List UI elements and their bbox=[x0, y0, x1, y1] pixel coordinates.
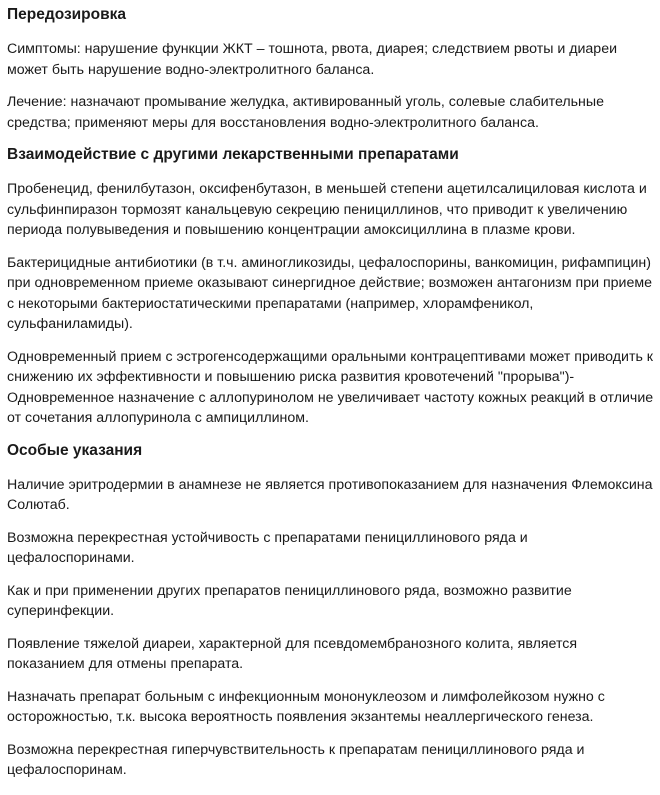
section-heading-overdose: Передозировка bbox=[7, 6, 127, 23]
paragraph-overdose-treatment: Лечение: назначают промывание желудка, активированный уголь, солевые слабительные средства; применяют меры для восстановления водно-электролитного баланса. bbox=[7, 94, 604, 131]
paragraph-special-erythroderma: Наличие эритродермии в анамнезе не является противопоказанием для назначения Флемоксина Солютаб. bbox=[7, 476, 653, 513]
section-drug-interactions bbox=[7, 145, 654, 429]
paragraph-interactions-probenecid: Пробенецид, фенилбутазон, оксифенбутазон, в меньшей степени ацетилсалициловая кислота и сульфинпиразон тормозят канальцевую секрецию пенициллинов, что приводит к увеличению периода полувыведения и повышению концентрации амоксициллина в плазме крови. bbox=[7, 181, 647, 238]
paragraph-overdose-symptoms: Симптомы: нарушение функции ЖКТ – тошнота, рвота, диарея; следствием рвоты и диареи может быть нарушение водно-электролитного баланса. bbox=[7, 41, 618, 78]
paragraph-special-mononucleosis: Назначать препарат больным с инфекционным мононуклеозом и лимфолейкозом нужно с осторожностью, т.к. высока вероятность появления экзантемы неаллергического генеза. bbox=[7, 688, 605, 725]
section-overdose bbox=[7, 5, 654, 133]
paragraph-special-hypersensitivity: Возможна перекрестная гиперчувствительность к препаратам пенициллинового ряда и цефалоспоринам. bbox=[7, 741, 585, 778]
paragraph-interactions-contraceptives: Одновременный прием с эстрогенсодержащими оральными контрацептивами может приводить к снижению их эффективности и повышению риска развития кровотечений "прорыва")- Одновременное назначение с аллопуринолом не увеличивает частоту кожных реакций в отличие от сочетания аллопуринола с ампициллином. bbox=[7, 348, 654, 426]
section-heading-drug-interactions: Взаимодействие с другими лекарственными препаратами bbox=[7, 146, 459, 163]
paragraph-special-cross-resistance: Возможна перекрестная устойчивость с препаратами пенициллинового ряда и цефалоспоринами. bbox=[7, 529, 528, 566]
paragraph-interactions-antibiotics: Бактерицидные антибиотики (в т.ч. аминогликозиды, цефалоспорины, ванкомицин, рифампицин) при одновременном приеме оказывают синергидное действие; возможен антагонизм при приеме с некоторыми бактериостатическими препаратами (например, хлорамфеникол, сульфаниламиды). bbox=[7, 254, 652, 332]
paragraph-special-diarrhea: Появление тяжелой диареи, характерной для псевдомембранозного колита, является показанием для отмены препарата. bbox=[7, 635, 578, 672]
section-heading-special-instructions: Особые указания bbox=[7, 441, 143, 459]
paragraph-special-superinfection: Как и при применении других препаратов пенициллинового ряда, возможно развитие суперинфекции. bbox=[7, 582, 572, 619]
section-special-instructions bbox=[7, 441, 654, 781]
